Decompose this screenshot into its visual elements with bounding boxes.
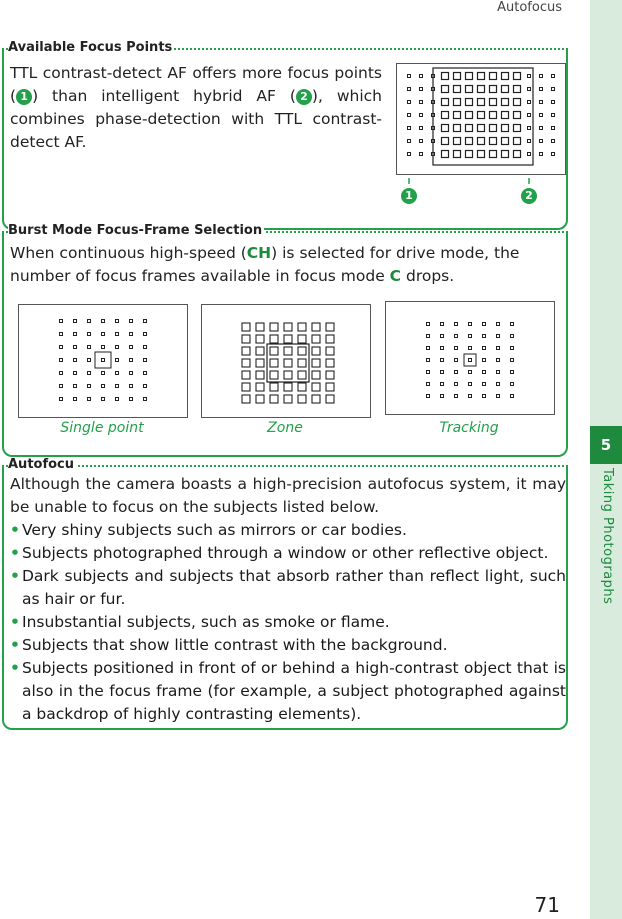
focus-point-mark: [60, 333, 63, 336]
focus-point-mark: [256, 359, 264, 367]
tracking-diagram: [385, 301, 555, 415]
focus-point-mark: [469, 371, 472, 374]
focus-point-mark: [469, 323, 472, 326]
focus-point-mark: [256, 371, 264, 379]
focus-point-mark: [528, 75, 531, 78]
focus-point-mark: [497, 383, 500, 386]
focus-point-mark: [490, 138, 497, 145]
focus-point-mark: [298, 323, 306, 331]
focus-point-mark: [454, 125, 461, 132]
focus-point-mark: [442, 125, 449, 132]
focus-point-mark: [144, 359, 147, 362]
focus-point-mark: [326, 335, 334, 343]
focus-point-mark: [441, 371, 444, 374]
focus-points-description: TTL contrast-detect AF offers more focus points ( 1 ) than intelligent hybrid AF ( 2 ), which combines phase-detection with TTL contrast-detect AF.: [10, 64, 382, 151]
focus-point-mark: [102, 359, 105, 362]
list-item: • Subjects positioned in front of or behind a high-contrast object that is also in the focus frame (for example, a subject photographed against a backdrop of highly contrasting elements).: [10, 657, 566, 726]
focus-point-mark: [74, 320, 77, 323]
focus-point-mark: [483, 371, 486, 374]
focus-point-mark: [502, 138, 509, 145]
focus-point-mark: [102, 333, 105, 336]
focus-point-mark: [74, 346, 77, 349]
focus-point-mark: [442, 138, 449, 145]
focus-point-mark: [483, 359, 486, 362]
focus-point-mark: [74, 398, 77, 401]
focus-point-mark: [427, 371, 430, 374]
focus-point-mark: [420, 75, 423, 78]
focus-point-mark: [116, 359, 119, 362]
focus-point-mark: [270, 395, 278, 403]
caption-zone: Zone: [267, 420, 303, 436]
burst-mode-title: Burst Mode Focus-Frame Selection: [8, 223, 263, 238]
focus-point-mark: [454, 73, 461, 80]
focus-point-mark: [408, 114, 411, 117]
focus-point-mark: [469, 395, 472, 398]
focus-point-mark: [540, 88, 543, 91]
focus-point-mark: [130, 372, 133, 375]
focus-point-mark: [442, 73, 449, 80]
focus-point-mark: [511, 371, 514, 374]
focus-point-mark: [483, 335, 486, 338]
zone-diagram: [201, 304, 371, 418]
focus-point-mark: [256, 347, 264, 355]
focus-point-grid-diagram: [396, 63, 566, 175]
focus-point-mark: [102, 372, 105, 375]
focus-points-panel: [2, 48, 568, 230]
list-item: • Very shiny subjects such as mirrors or car bodies.: [10, 519, 566, 542]
focus-point-mark: [144, 346, 147, 349]
focus-point-mark: [478, 112, 485, 119]
caption-tracking: Tracking: [439, 420, 499, 436]
focus-point-mark: [497, 371, 500, 374]
focus-point-mark: [514, 138, 521, 145]
focus-point-mark: [490, 86, 497, 93]
tracking-point-outline: [464, 354, 476, 366]
focus-point-mark: [441, 383, 444, 386]
focus-point-mark: [298, 359, 306, 367]
focus-point-mark: [427, 335, 430, 338]
focus-point-mark: [466, 151, 473, 158]
c-mode-label: C: [389, 267, 402, 285]
list-item: • Dark subjects and subjects that absorb rather than reflect light, such as hair or fur.: [10, 565, 566, 611]
caption-single-point: Single point: [60, 420, 144, 436]
burst-mode-panel: [2, 231, 568, 457]
focus-point-mark: [552, 140, 555, 143]
focus-point-mark: [441, 359, 444, 362]
focus-point-mark: [270, 347, 278, 355]
focus-point-mark: [466, 125, 473, 132]
focus-point-mark: [130, 333, 133, 336]
focus-point-mark: [312, 323, 320, 331]
chapter-title: Taking Photographs: [600, 468, 615, 605]
focus-point-mark: [469, 383, 472, 386]
focus-point-mark: [144, 372, 147, 375]
focus-point-mark: [427, 359, 430, 362]
focus-point-mark: [469, 359, 472, 362]
focus-point-mark: [552, 153, 555, 156]
focus-point-mark: [514, 86, 521, 93]
list-item: • Insubstantial subjects, such as smoke or flame.: [10, 611, 566, 634]
focus-point-mark: [502, 112, 509, 119]
focus-point-mark: [528, 101, 531, 104]
focus-point-mark: [242, 359, 250, 367]
focus-point-mark: [326, 347, 334, 355]
focus-point-mark: [469, 335, 472, 338]
focus-point-mark: [511, 323, 514, 326]
focus-point-mark: [540, 75, 543, 78]
focus-point-mark: [312, 347, 320, 355]
focus-points-title: Available Focus Points: [8, 40, 173, 55]
focus-point-mark: [502, 73, 509, 80]
focus-point-mark: [326, 383, 334, 391]
focus-point-mark: [270, 323, 278, 331]
focus-point-mark: [88, 398, 91, 401]
focus-point-mark: [514, 73, 521, 80]
focus-point-mark: [528, 114, 531, 117]
focus-point-mark: [490, 151, 497, 158]
focus-point-mark: [242, 335, 250, 343]
focus-point-mark: [514, 99, 521, 106]
focus-point-mark: [256, 335, 264, 343]
focus-point-mark: [455, 395, 458, 398]
zone-outline: [267, 344, 309, 382]
autofocus-panel: [2, 465, 568, 730]
focus-point-mark: [88, 320, 91, 323]
focus-point-mark: [540, 140, 543, 143]
focus-point-mark: [478, 138, 485, 145]
focus-point-mark: [74, 385, 77, 388]
focus-point-mark: [427, 323, 430, 326]
zone-grid: [202, 305, 370, 417]
autofocus-intro: Although the camera boasts a high-precision autofocus system, it may be unable to focus on the subjects listed below.: [10, 475, 566, 516]
focus-point-mark: [466, 112, 473, 119]
focus-point-mark: [442, 86, 449, 93]
focus-point-mark: [552, 114, 555, 117]
focus-point-mark: [298, 347, 306, 355]
burst-mode-description: When continuous high-speed (CH) is selected for drive mode, the number of focus frames available in focus mode C drops.: [10, 244, 520, 285]
focus-point-mark: [74, 333, 77, 336]
autofocus-content: [10, 473, 566, 726]
focus-point-mark: [455, 347, 458, 350]
focus-point-mark: [427, 383, 430, 386]
focus-point-mark: [511, 359, 514, 362]
focus-point-mark: [60, 372, 63, 375]
focus-point-mark: [511, 383, 514, 386]
focus-point-mark: [242, 371, 250, 379]
focus-point-mark: [270, 359, 278, 367]
focus-point-mark: [270, 371, 278, 379]
focus-point-mark: [144, 398, 147, 401]
focus-point-mark: [326, 323, 334, 331]
focus-point-mark: [326, 359, 334, 367]
focus-point-mark: [130, 359, 133, 362]
focus-point-mark: [502, 151, 509, 158]
focus-point-mark: [454, 86, 461, 93]
focus-point-mark: [441, 347, 444, 350]
focus-point-mark: [478, 125, 485, 132]
tracking-grid: [386, 302, 554, 414]
focus-point-mark: [483, 323, 486, 326]
focus-point-mark: [466, 86, 473, 93]
focus-point-mark: [455, 371, 458, 374]
focus-point-mark: [511, 395, 514, 398]
focus-point-mark: [514, 125, 521, 132]
focus-point-mark: [312, 359, 320, 367]
focus-point-mark: [540, 101, 543, 104]
focus-point-mark: [466, 138, 473, 145]
focus-point-mark: [497, 395, 500, 398]
focus-point-mark: [514, 112, 521, 119]
focus-point-mark: [442, 99, 449, 106]
focus-point-mark: [102, 320, 105, 323]
focus-point-mark: [312, 395, 320, 403]
focus-point-mark: [490, 112, 497, 119]
focus-point-mark: [441, 323, 444, 326]
focus-point-mark: [256, 383, 264, 391]
focus-point-mark: [408, 101, 411, 104]
focus-point-mark: [256, 395, 264, 403]
focus-point-mark: [511, 335, 514, 338]
focus-point-mark: [490, 125, 497, 132]
focus-point-mark: [478, 151, 485, 158]
focus-point-mark: [116, 398, 119, 401]
focus-point-mark: [116, 372, 119, 375]
focus-point-mark: [497, 323, 500, 326]
focus-point-mark: [242, 383, 250, 391]
selected-point-outline: [95, 352, 111, 368]
focus-point-mark: [427, 395, 430, 398]
focus-point-mark: [455, 323, 458, 326]
focus-point-mark: [144, 333, 147, 336]
focus-point-mark: [312, 383, 320, 391]
focus-point-mark: [130, 398, 133, 401]
focus-point-mark: [478, 86, 485, 93]
focus-point-mark: [552, 88, 555, 91]
focus-point-mark: [483, 395, 486, 398]
focus-point-mark: [528, 127, 531, 130]
focus-point-mark: [540, 153, 543, 156]
list-item: • Subjects that show little contrast with the background.: [10, 634, 566, 657]
focus-point-mark: [88, 333, 91, 336]
chapter-number-tab[interactable]: 5: [590, 426, 622, 464]
list-item: • Subjects photographed through a window or other reflective object.: [10, 542, 566, 565]
focus-point-mark: [408, 140, 411, 143]
focus-point-mark: [408, 153, 411, 156]
focus-point-mark: [420, 88, 423, 91]
focus-point-mark: [552, 101, 555, 104]
focus-point-mark: [455, 383, 458, 386]
focus-point-mark: [466, 99, 473, 106]
focus-point-mark: [144, 320, 147, 323]
ch-mode-label: CH: [246, 244, 272, 262]
focus-point-mark: [298, 395, 306, 403]
focus-point-mark: [420, 101, 423, 104]
focus-point-mark: [88, 385, 91, 388]
focus-point-mark: [60, 385, 63, 388]
focus-point-mark: [60, 320, 63, 323]
focus-point-mark: [478, 99, 485, 106]
focus-point-mark: [298, 371, 306, 379]
single-point-diagram: [18, 304, 188, 418]
running-header: Autofocus: [497, 0, 562, 15]
focus-point-mark: [454, 138, 461, 145]
focus-point-mark: [60, 346, 63, 349]
focus-point-mark: [478, 73, 485, 80]
focus-point-mark: [284, 359, 292, 367]
focus-point-mark: [497, 347, 500, 350]
focus-point-mark: [441, 395, 444, 398]
focus-point-mark: [408, 75, 411, 78]
callout-2-icon: 2: [521, 188, 537, 204]
focus-point-mark: [312, 335, 320, 343]
focus-point-mark: [455, 335, 458, 338]
callout-1-icon: 1: [401, 188, 417, 204]
focus-point-mark: [284, 371, 292, 379]
focus-point-mark: [284, 395, 292, 403]
marker-1-icon: 1: [16, 89, 32, 105]
focus-point-mark: [116, 333, 119, 336]
focus-point-mark: [454, 151, 461, 158]
focus-point-mark: [88, 372, 91, 375]
focus-point-mark: [454, 99, 461, 106]
focus-point-mark: [242, 347, 250, 355]
focus-point-mark: [552, 75, 555, 78]
single-point-grid: [19, 305, 187, 417]
focus-point-mark: [130, 385, 133, 388]
focus-point-mark: [490, 73, 497, 80]
focus-point-mark: [284, 347, 292, 355]
focus-point-mark: [420, 127, 423, 130]
marker-2-icon: 2: [296, 89, 312, 105]
focus-point-mark: [102, 346, 105, 349]
focus-point-mark: [270, 383, 278, 391]
focus-point-mark: [455, 359, 458, 362]
focus-point-mark: [242, 323, 250, 331]
focus-point-mark: [408, 127, 411, 130]
focus-point-mark: [116, 320, 119, 323]
focus-point-mark: [483, 347, 486, 350]
callouts: [401, 178, 561, 208]
focus-point-mark: [60, 398, 63, 401]
focus-point-mark: [502, 99, 509, 106]
focus-point-mark: [88, 346, 91, 349]
focus-point-mark: [326, 395, 334, 403]
focus-point-mark: [284, 383, 292, 391]
page-number: 71: [534, 893, 560, 917]
focus-point-mark: [502, 125, 509, 132]
focus-point-mark: [298, 335, 306, 343]
focus-point-mark: [116, 346, 119, 349]
focus-point-mark: [441, 335, 444, 338]
focus-point-mark: [420, 153, 423, 156]
focus-point-grid: [397, 64, 565, 174]
focus-point-mark: [270, 335, 278, 343]
focus-point-mark: [454, 112, 461, 119]
focus-point-mark: [469, 347, 472, 350]
focus-point-mark: [514, 151, 521, 158]
focus-point-mark: [528, 153, 531, 156]
focus-point-mark: [540, 114, 543, 117]
focus-point-mark: [88, 359, 91, 362]
focus-point-mark: [256, 323, 264, 331]
focus-point-mark: [497, 359, 500, 362]
focus-point-mark: [102, 398, 105, 401]
focus-point-mark: [490, 99, 497, 106]
focus-point-mark: [130, 320, 133, 323]
focus-point-mark: [408, 88, 411, 91]
focus-point-mark: [502, 86, 509, 93]
autofocus-title: Autofocu: [8, 457, 75, 472]
focus-point-mark: [497, 335, 500, 338]
focus-point-mark: [284, 323, 292, 331]
focus-point-mark: [312, 371, 320, 379]
focus-point-mark: [144, 385, 147, 388]
focus-point-mark: [466, 73, 473, 80]
focus-point-mark: [284, 335, 292, 343]
focus-point-mark: [483, 383, 486, 386]
focus-point-mark: [420, 140, 423, 143]
focus-point-mark: [420, 114, 423, 117]
focus-point-mark: [102, 385, 105, 388]
focus-point-mark: [298, 383, 306, 391]
focus-point-mark: [528, 140, 531, 143]
focus-point-mark: [130, 346, 133, 349]
focus-point-mark: [442, 151, 449, 158]
focus-point-mark: [528, 88, 531, 91]
focus-point-mark: [242, 395, 250, 403]
focus-point-mark: [74, 359, 77, 362]
focus-point-mark: [60, 359, 63, 362]
focus-point-mark: [74, 372, 77, 375]
focus-point-mark: [116, 385, 119, 388]
focus-point-mark: [326, 371, 334, 379]
focus-point-mark: [540, 127, 543, 130]
focus-point-mark: [552, 127, 555, 130]
focus-point-mark: [427, 347, 430, 350]
focus-point-mark: [442, 112, 449, 119]
focus-point-mark: [511, 347, 514, 350]
